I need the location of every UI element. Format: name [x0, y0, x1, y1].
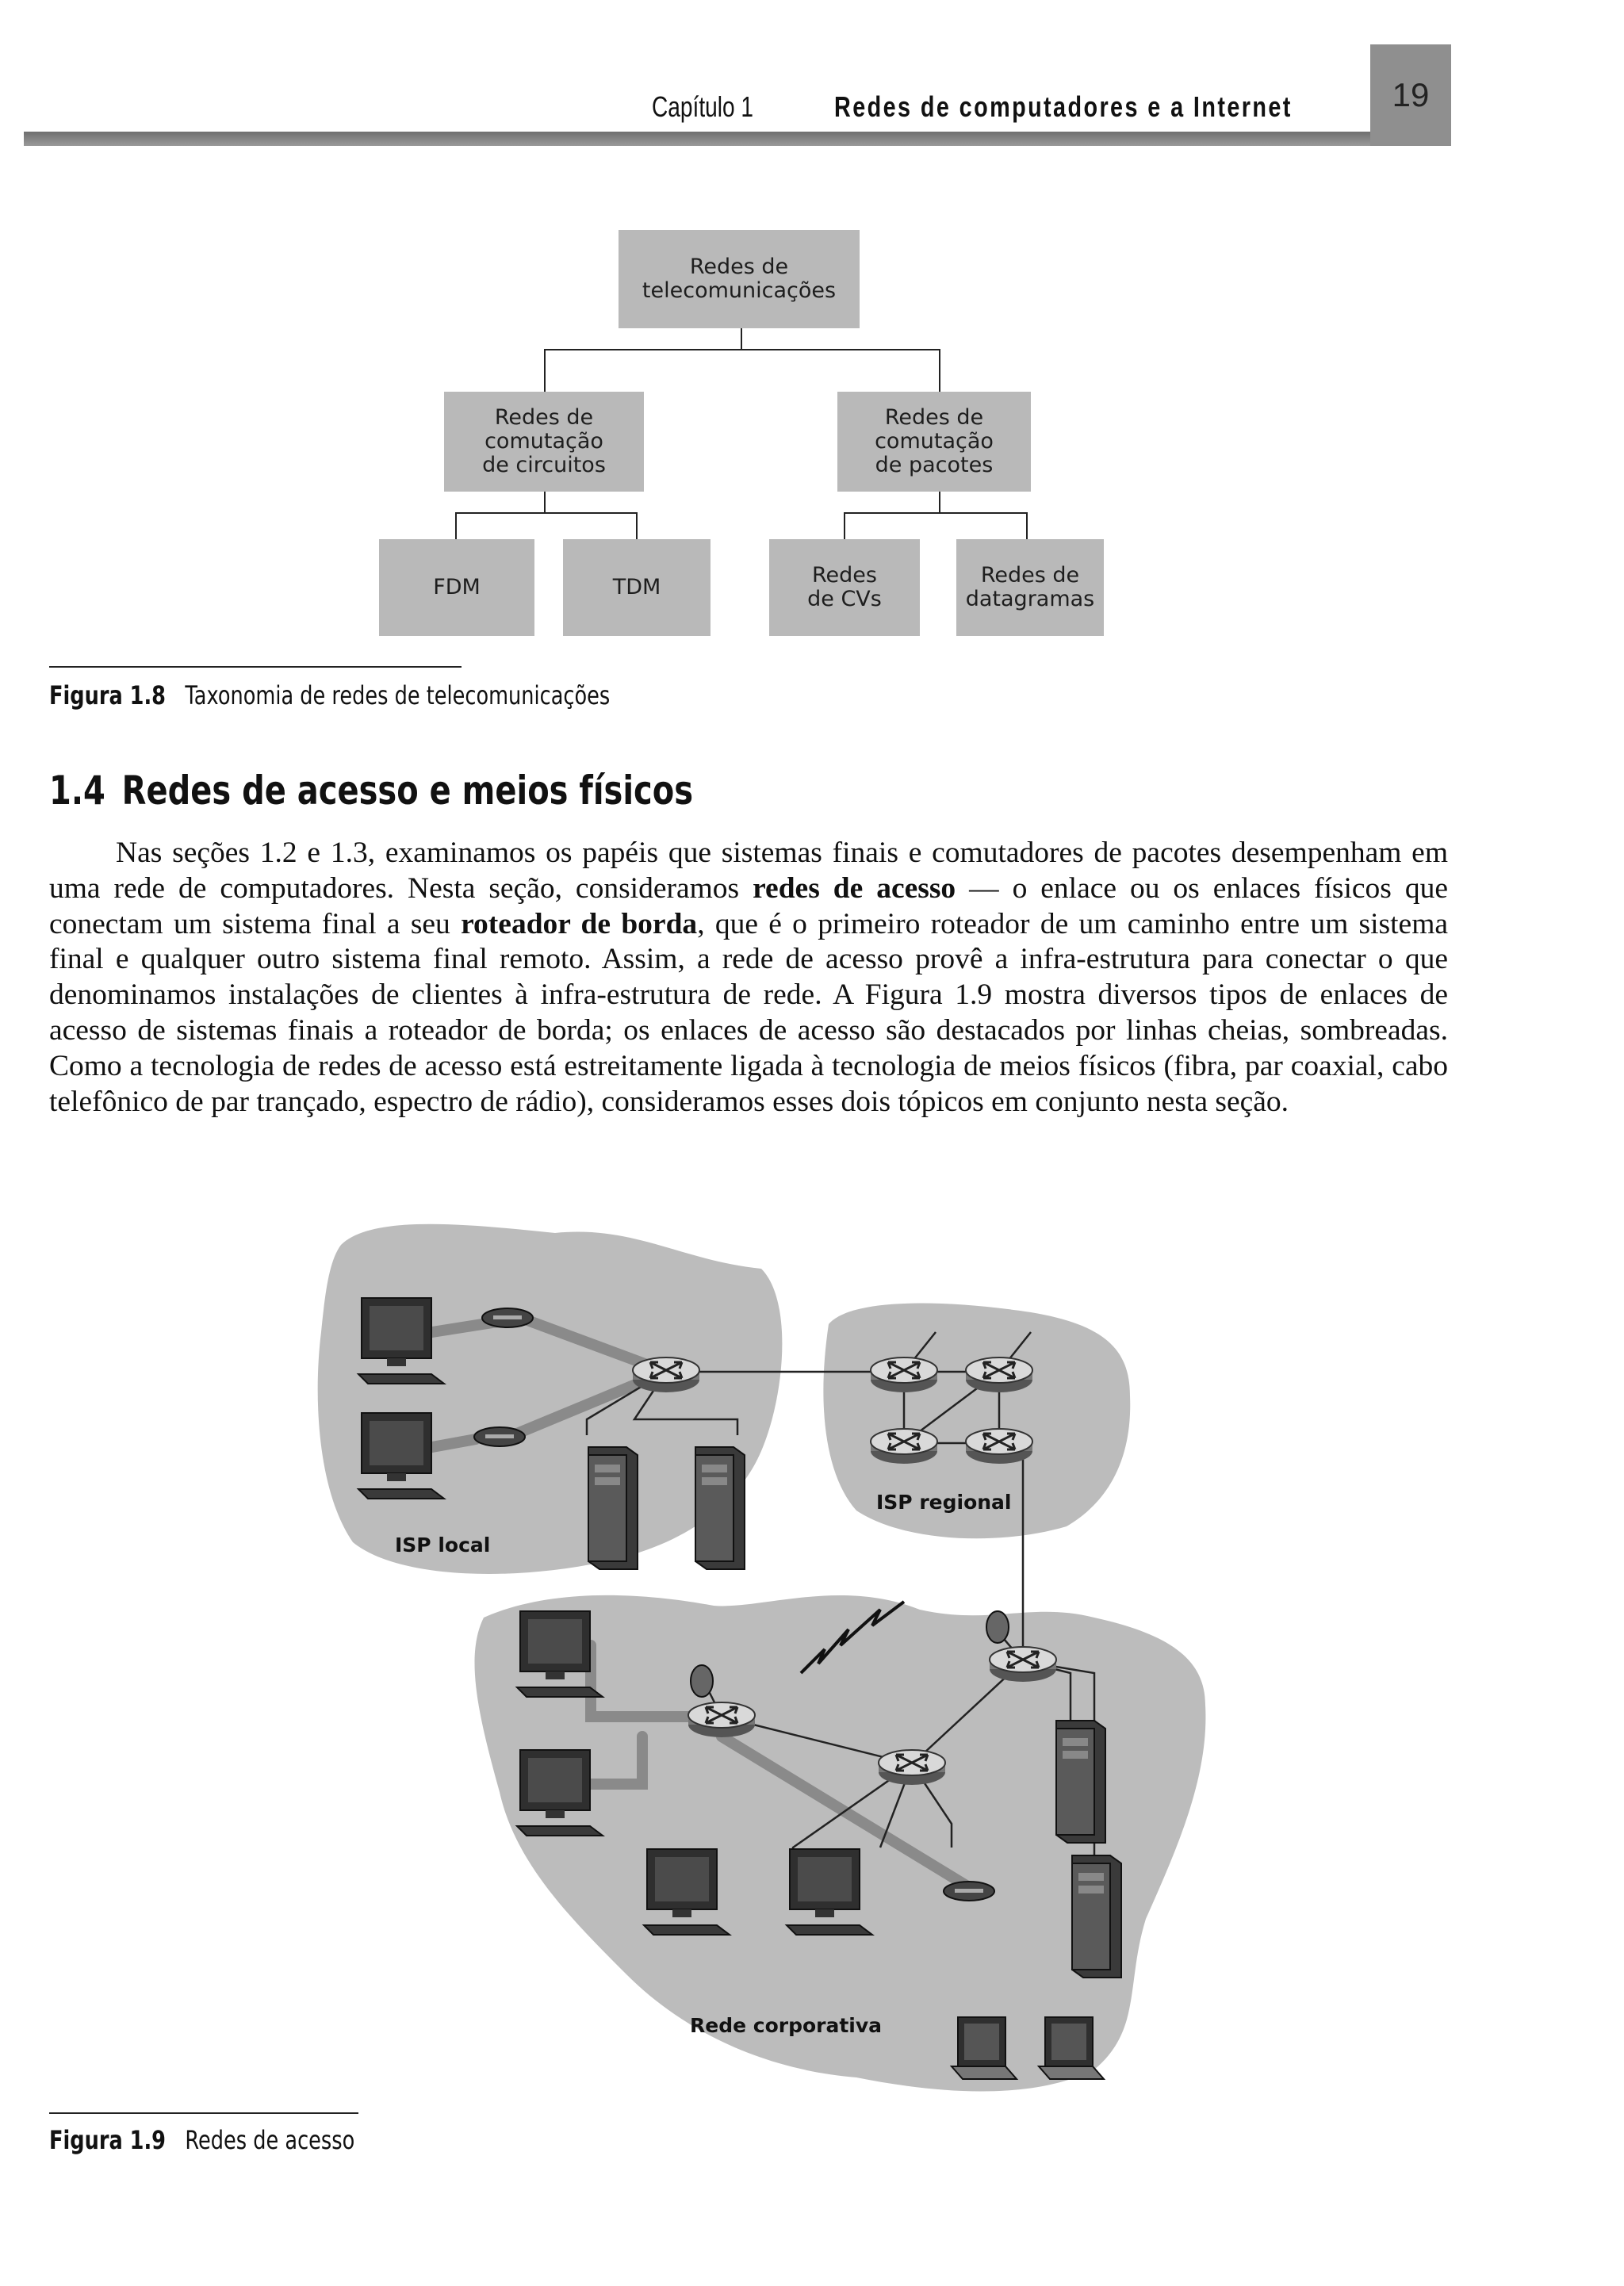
- caption-rule: [49, 2112, 358, 2114]
- chapter-label: Capítulo 1: [652, 90, 754, 123]
- modem-icon: [474, 1427, 525, 1446]
- term-edge-router: roteador de borda: [461, 907, 698, 940]
- node-virtual-circuit-networks: Redes de CVs: [769, 539, 920, 636]
- server-icon: [1056, 1721, 1105, 1843]
- node-fdm: FDM: [379, 539, 534, 636]
- router-icon: [871, 1429, 937, 1464]
- corporate-network-label: Rede corporativa: [690, 2014, 883, 2037]
- body-text: Nas seções 1.2 e 1.3, examinamos os papéis que sistemas finais e comutadores de pacotes desempenham em uma rede de computadores. Nesta seção, consideramos: [49, 837, 1448, 905]
- figure-caption-text: Redes de acesso: [185, 2125, 355, 2155]
- node-tdm: TDM: [563, 539, 710, 636]
- server-icon: [1072, 1855, 1121, 1978]
- isp-local-label: ISP local: [395, 1534, 491, 1557]
- server-icon: [588, 1447, 638, 1569]
- router-icon: [879, 1750, 945, 1785]
- router-icon: [966, 1429, 1032, 1464]
- figure-label: Figura 1.8: [49, 680, 166, 710]
- body-text: , que é o primeiro roteador de um caminho entre um sistema final e qualquer outro sistema final remoto. Assim, a rede de acesso provê a infra-estrutura para conectar o que denominamos instalações de clientes à infra-estrutura de rede. A Figura 1.9 mostra diversos tipos de enlaces de acesso de sistemas finais a roteador de borda; os enlaces de acesso são destacados por linhas cheias, sombreadas. Como a tecnologia de redes de acesso está estreitamente ligada à tecnologia de meios físicos (fibra, par coaxial, cabo telefônico de par trançado, espectro de rádio), consideramos esses dois tópicos em conjunto nesta seção.: [49, 907, 1449, 1118]
- section-title: Redes de acesso e meios físicos: [121, 768, 694, 814]
- node-circuit-switching: Redes de comutação de circuitos: [444, 392, 644, 492]
- figure-label: Figura 1.9: [49, 2125, 166, 2155]
- term-access-networks: redes de acesso: [753, 871, 956, 905]
- router-icon: [871, 1357, 937, 1392]
- router-icon: [633, 1357, 699, 1392]
- wireless-base-station-icon: [944, 1882, 994, 1901]
- isp-regional-label: ISP regional: [876, 1491, 1012, 1514]
- figure-caption-text: Taxonomia de redes de telecomunicações: [185, 680, 611, 710]
- server-icon: [695, 1447, 745, 1569]
- router-icon: [990, 1647, 1056, 1682]
- router-icon: [688, 1702, 755, 1737]
- chapter-title: Redes de computadores e a Internet: [834, 90, 1293, 123]
- page-number: 19: [1392, 76, 1430, 113]
- modem-icon: [482, 1308, 533, 1327]
- node-telecom-networks: Redes de telecomunicações: [619, 230, 860, 328]
- node-datagram-networks: Redes de datagramas: [956, 539, 1104, 636]
- figure-1-9-caption: [49, 2125, 354, 2155]
- section-number: 1.4: [49, 768, 105, 814]
- body-text: — o enlace ou os enlaces físicos que conectam um sistema final a seu: [49, 871, 1448, 940]
- node-packet-switching: Redes de comutação de pacotes: [837, 392, 1031, 492]
- router-icon: [966, 1357, 1032, 1392]
